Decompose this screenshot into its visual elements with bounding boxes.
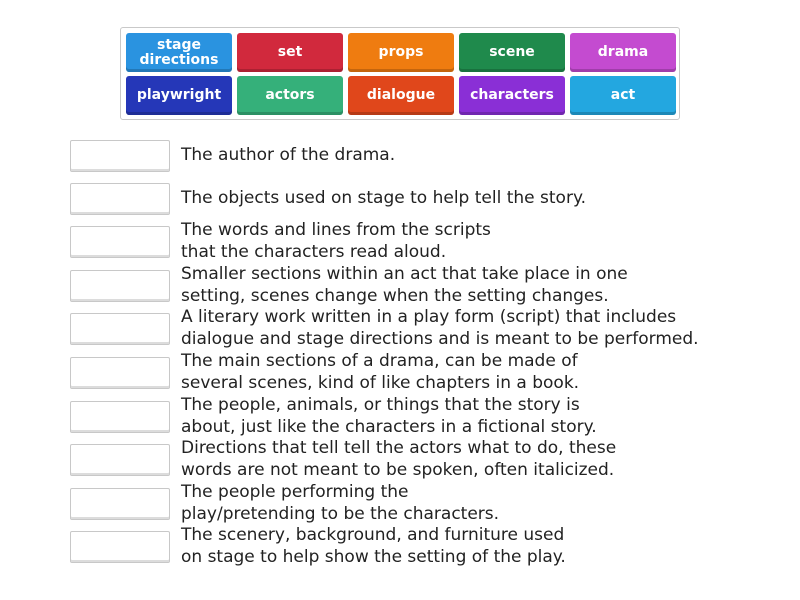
tile-characters[interactable]	[459, 76, 565, 115]
drop-slot-4[interactable]	[70, 270, 170, 302]
tile-playwright[interactable]	[126, 76, 232, 115]
drop-slot-9[interactable]	[70, 488, 170, 520]
drop-slot-10[interactable]	[70, 531, 170, 563]
tile-label: characters	[470, 87, 554, 103]
tile-dialogue[interactable]	[348, 76, 454, 115]
tile-label: playwright	[136, 87, 222, 103]
definition-7: The people, animals, or things that the story is about, just like the characters in a fictional story.	[181, 395, 597, 437]
drop-slot-6[interactable]	[70, 357, 170, 389]
definition-10: The scenery, background, and furniture used on stage to help show the setting of the play.	[181, 525, 566, 567]
definition-8: Directions that tell tell the actors what to do, these words are not meant to be spoken, often italicized.	[181, 438, 617, 480]
definition-6: The main sections of a drama, can be made of several scenes, kind of like chapters in a book.	[181, 351, 580, 393]
definition-3: The words and lines from the scripts that the characters read aloud.	[181, 220, 491, 262]
drop-slot-1[interactable]	[70, 140, 170, 172]
drop-slot-2[interactable]	[70, 183, 170, 215]
tile-label: actors	[265, 87, 315, 103]
tile-label: dialogue	[366, 87, 436, 103]
drop-slot-3[interactable]	[70, 226, 170, 258]
tile-props[interactable]	[348, 33, 454, 72]
drop-slot-8[interactable]	[70, 444, 170, 476]
tile-label: drama	[597, 44, 649, 60]
definition-9: The people performing the play/pretending to be the characters.	[181, 482, 500, 524]
definition-4: Smaller sections within an act that take place in one setting, scenes change when the setting changes.	[181, 264, 628, 306]
tile-label: act	[610, 87, 636, 103]
tile-scene[interactable]	[459, 33, 565, 72]
definition-2: The objects used on stage to help tell the story.	[181, 188, 586, 208]
tile-label: stage directions	[139, 36, 219, 68]
drop-slot-5[interactable]	[70, 313, 170, 345]
answer-tile-bank	[120, 27, 680, 120]
tile-drama[interactable]	[570, 33, 676, 72]
tile-label: props	[378, 44, 424, 60]
tile-label: set	[277, 44, 303, 60]
definition-1: The author of the drama.	[181, 145, 396, 165]
tile-actors[interactable]	[237, 76, 343, 115]
tile-label: scene	[489, 44, 535, 60]
tile-stage-directions[interactable]	[126, 33, 232, 72]
drop-slot-7[interactable]	[70, 401, 170, 433]
tile-set[interactable]	[237, 33, 343, 72]
definition-5: A literary work written in a play form (script) that includes dialogue and stage directions and is meant to be performed.	[181, 307, 699, 349]
tile-act[interactable]	[570, 76, 676, 115]
